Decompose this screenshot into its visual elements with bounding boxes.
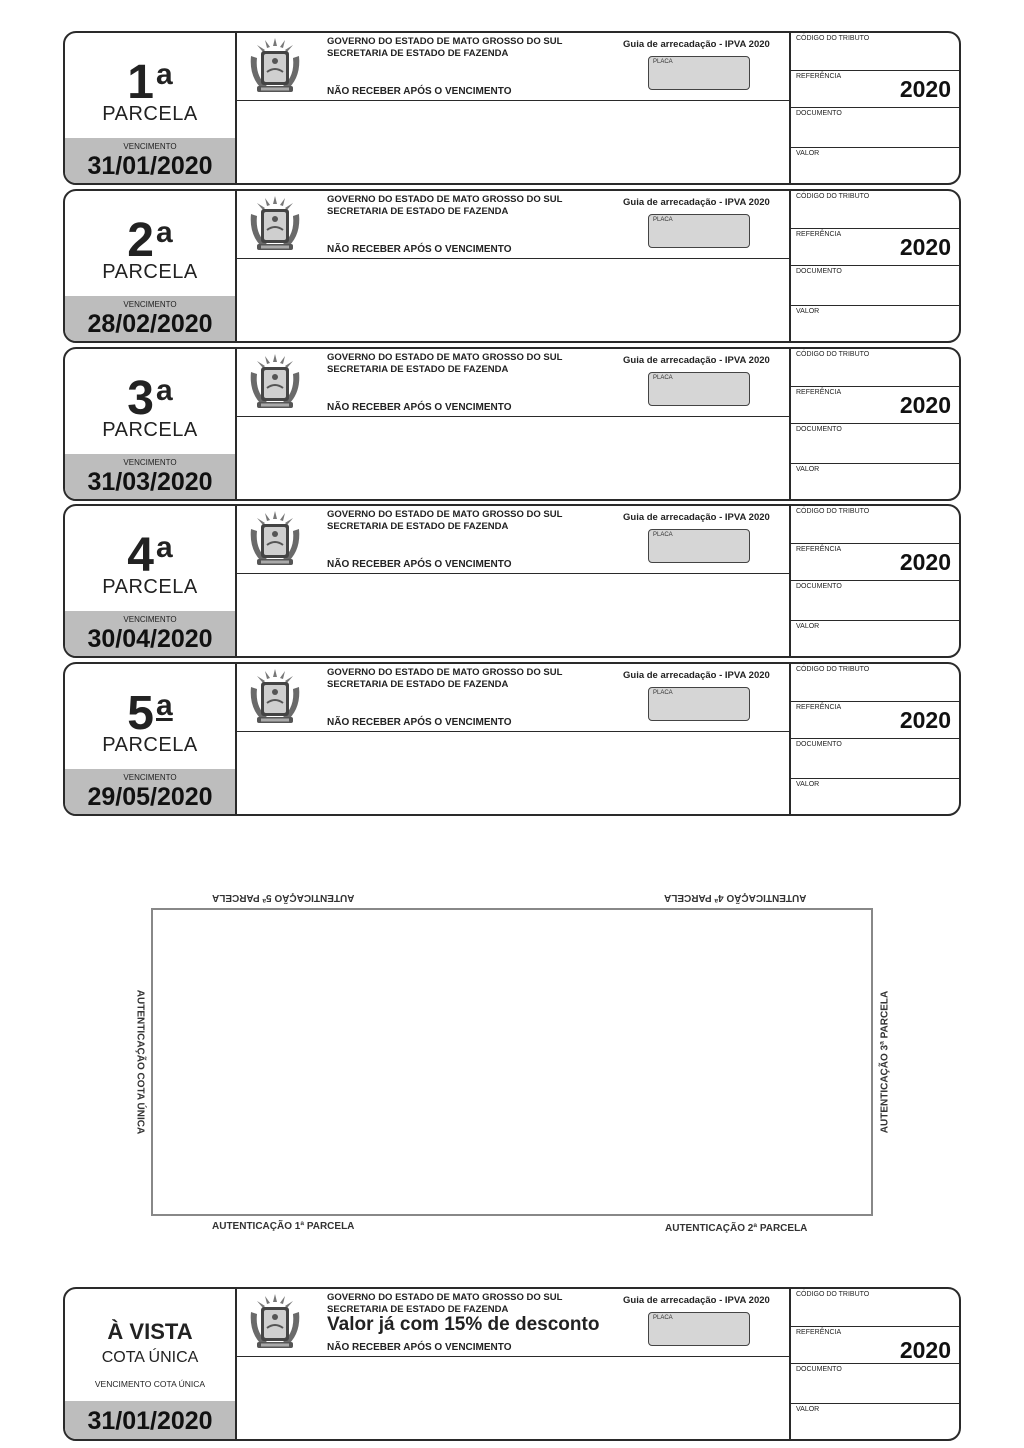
- documento-field: DOCUMENTO: [791, 739, 961, 779]
- gov-line2: SECRETARIA DE ESTADO DE FAZENDA: [327, 679, 509, 690]
- codigo-tributo-field: CÓDIGO DO TRIBUTO: [791, 349, 961, 387]
- nao-receber-text: NÃO RECEBER APÓS O VENCIMENTO: [327, 86, 512, 97]
- gov-line2: SECRETARIA DE ESTADO DE FAZENDA: [327, 1304, 509, 1315]
- gov-line1: GOVERNO DO ESTADO DE MATO GROSSO DO SUL: [327, 667, 563, 678]
- placa-label: PLACA: [653, 532, 673, 538]
- slip-left-panel: [65, 506, 237, 656]
- slip-parcela-4: [63, 504, 961, 658]
- codigo-tributo-field: CÓDIGO DO TRIBUTO: [791, 1289, 961, 1327]
- parcela-digit: 2: [127, 214, 154, 267]
- parcela-ordinal: a: [156, 216, 173, 249]
- slip-left-panel: [65, 664, 237, 814]
- referencia-field: REFERÊNCIA 2020: [791, 71, 961, 108]
- referencia-field: REFERÊNCIA 2020: [791, 1327, 961, 1364]
- guia-title: Guia de arrecadação - IPVA 2020: [623, 39, 770, 50]
- vencimento-cota-label: VENCIMENTO COTA ÚNICA: [94, 1379, 206, 1389]
- placa-field[interactable]: [648, 372, 750, 406]
- desconto-text: Valor já com 15% de desconto: [327, 1314, 600, 1335]
- vencimento-box: [65, 769, 235, 814]
- slip-left-panel: [65, 191, 237, 341]
- guia-title: Guia de arrecadação - IPVA 2020: [623, 1295, 770, 1306]
- parcela-ordinal: a: [156, 374, 173, 407]
- parcela-number: [65, 51, 235, 107]
- placa-label: PLACA: [653, 1315, 673, 1321]
- slip-cota-unica: [63, 1287, 961, 1441]
- vencimento-label: VENCIMENTO: [123, 773, 177, 782]
- placa-field[interactable]: [648, 1312, 750, 1346]
- vencimento-date: 28/02/2020: [87, 310, 213, 338]
- gov-line2: SECRETARIA DE ESTADO DE FAZENDA: [327, 364, 509, 375]
- state-crest-icon: [247, 194, 303, 254]
- placa-field[interactable]: [648, 529, 750, 563]
- vencimento-label: VENCIMENTO: [123, 300, 177, 309]
- referencia-value: 2020: [899, 76, 951, 102]
- codigo-tributo-field: CÓDIGO DO TRIBUTO: [791, 664, 961, 702]
- valor-field: VALOR: [796, 150, 820, 157]
- placa-field[interactable]: [648, 56, 750, 90]
- documento-field: DOCUMENTO: [791, 1364, 961, 1404]
- parcela-ordinal: a: [156, 689, 173, 722]
- slip-middle-panel: [237, 33, 791, 183]
- slip-parcela-2: [63, 189, 961, 343]
- vencimento-box: [65, 296, 235, 341]
- slip-right-panel: [791, 349, 961, 499]
- parcela-label: PARCELA: [102, 419, 198, 441]
- valor-field: VALOR: [796, 1406, 820, 1413]
- vencimento-box: [65, 1401, 235, 1439]
- vencimento-date: 31/01/2020: [87, 1407, 213, 1435]
- nao-receber-text: NÃO RECEBER APÓS O VENCIMENTO: [327, 244, 512, 255]
- parcela-number: [65, 209, 235, 265]
- vencimento-box: [65, 138, 235, 183]
- slip-left-panel: [65, 349, 237, 499]
- parcela-label: PARCELA: [102, 734, 198, 756]
- referencia-value: 2020: [899, 234, 951, 260]
- referencia-field: REFERÊNCIA 2020: [791, 229, 961, 266]
- gov-line1: GOVERNO DO ESTADO DE MATO GROSSO DO SUL: [327, 509, 563, 520]
- auth-label-4: AUTENTICAÇÃO 4ª PARCELA: [664, 892, 807, 903]
- slip-parcela-1: [63, 31, 961, 185]
- vencimento-label: VENCIMENTO: [123, 458, 177, 467]
- referencia-field: REFERÊNCIA 2020: [791, 387, 961, 424]
- a-vista-title: À VISTA: [107, 1319, 193, 1344]
- parcela-number: [65, 524, 235, 580]
- valor-field: VALOR: [796, 781, 820, 788]
- auth-label-5: AUTENTICAÇÃO 5ª PARCELA: [212, 892, 355, 903]
- documento-field: DOCUMENTO: [791, 424, 961, 464]
- vencimento-box: [65, 611, 235, 656]
- parcela-label: PARCELA: [102, 103, 198, 125]
- placa-label: PLACA: [653, 690, 673, 696]
- auth-label-3: AUTENTICAÇÃO 3ª PARCELA: [879, 990, 891, 1134]
- slip-middle-panel: [237, 664, 791, 814]
- slip-middle-panel: [237, 506, 791, 656]
- slip-parcela-3: [63, 347, 961, 501]
- auth-label-cota: AUTENTICAÇÃO COTA ÚNICA: [134, 989, 146, 1135]
- state-crest-icon: [247, 509, 303, 569]
- slip-middle-panel: [237, 349, 791, 499]
- state-crest-icon: [247, 352, 303, 412]
- placa-label: PLACA: [653, 59, 673, 65]
- gov-line1: GOVERNO DO ESTADO DE MATO GROSSO DO SUL: [327, 1292, 563, 1303]
- parcela-number: [65, 682, 235, 738]
- slip-right-panel: [791, 1289, 961, 1439]
- slip-middle-panel: [237, 1289, 791, 1439]
- parcela-label: PARCELA: [102, 261, 198, 283]
- slip-right-panel: [791, 33, 961, 183]
- auth-label-1: AUTENTICAÇÃO 1ª PARCELA: [212, 1221, 355, 1232]
- gov-line1: GOVERNO DO ESTADO DE MATO GROSSO DO SUL: [327, 36, 563, 47]
- gov-line1: GOVERNO DO ESTADO DE MATO GROSSO DO SUL: [327, 194, 563, 205]
- slip-right-panel: [791, 506, 961, 656]
- slip-left-panel: [65, 33, 237, 183]
- state-crest-icon: [247, 36, 303, 96]
- vencimento-date: 29/05/2020: [87, 783, 213, 811]
- codigo-tributo-field: CÓDIGO DO TRIBUTO: [791, 191, 961, 229]
- guia-title: Guia de arrecadação - IPVA 2020: [623, 670, 770, 681]
- authentication-box: [151, 908, 873, 1216]
- placa-field[interactable]: [648, 687, 750, 721]
- cota-unica-subtitle: COTA ÚNICA: [101, 1349, 199, 1366]
- vencimento-date: 31/03/2020: [87, 468, 213, 496]
- parcela-digit: 5: [127, 687, 154, 740]
- referencia-value: 2020: [899, 707, 951, 733]
- nao-receber-text: NÃO RECEBER APÓS O VENCIMENTO: [327, 402, 512, 413]
- vencimento-box: [65, 454, 235, 499]
- parcela-digit: 1: [127, 56, 154, 109]
- gov-line2: SECRETARIA DE ESTADO DE FAZENDA: [327, 206, 509, 217]
- parcela-number: [65, 367, 235, 423]
- slip-right-panel: [791, 664, 961, 814]
- state-crest-icon: [247, 1292, 303, 1352]
- documento-field: DOCUMENTO: [791, 581, 961, 621]
- guia-title: Guia de arrecadação - IPVA 2020: [623, 355, 770, 366]
- documento-field: DOCUMENTO: [791, 266, 961, 306]
- parcela-ordinal: a: [156, 58, 173, 91]
- guia-title: Guia de arrecadação - IPVA 2020: [623, 512, 770, 523]
- gov-line1: GOVERNO DO ESTADO DE MATO GROSSO DO SUL: [327, 352, 563, 363]
- slip-left-panel: [65, 1289, 237, 1439]
- nao-receber-text: NÃO RECEBER APÓS O VENCIMENTO: [327, 717, 512, 728]
- referencia-value: 2020: [899, 1337, 951, 1363]
- state-crest-icon: [247, 667, 303, 727]
- referencia-field: REFERÊNCIA 2020: [791, 544, 961, 581]
- parcela-label: PARCELA: [102, 576, 198, 598]
- gov-line2: SECRETARIA DE ESTADO DE FAZENDA: [327, 521, 509, 532]
- valor-field: VALOR: [796, 623, 820, 630]
- vencimento-label: VENCIMENTO: [123, 142, 177, 151]
- slip-parcela-5: [63, 662, 961, 816]
- parcela-digit: 3: [127, 372, 154, 425]
- referencia-value: 2020: [899, 549, 951, 575]
- placa-field[interactable]: [648, 214, 750, 248]
- referencia-value: 2020: [899, 392, 951, 418]
- valor-field: VALOR: [796, 308, 820, 315]
- slip-right-panel: [791, 191, 961, 341]
- parcela-ordinal: a: [156, 531, 173, 564]
- valor-field: VALOR: [796, 466, 820, 473]
- slip-middle-panel: [237, 191, 791, 341]
- codigo-tributo-field: CÓDIGO DO TRIBUTO: [791, 33, 961, 71]
- auth-label-2: AUTENTICAÇÃO 2ª PARCELA: [665, 1223, 808, 1234]
- documento-field: DOCUMENTO: [791, 108, 961, 148]
- vencimento-date: 30/04/2020: [87, 625, 213, 653]
- referencia-field: REFERÊNCIA 2020: [791, 702, 961, 739]
- nao-receber-text: NÃO RECEBER APÓS O VENCIMENTO: [327, 1342, 512, 1353]
- placa-label: PLACA: [653, 217, 673, 223]
- vencimento-date: 31/01/2020: [87, 152, 213, 180]
- codigo-tributo-field: CÓDIGO DO TRIBUTO: [791, 506, 961, 544]
- parcela-digit: 4: [127, 529, 154, 582]
- vencimento-label: VENCIMENTO: [123, 615, 177, 624]
- placa-label: PLACA: [653, 375, 673, 381]
- guia-title: Guia de arrecadação - IPVA 2020: [623, 197, 770, 208]
- nao-receber-text: NÃO RECEBER APÓS O VENCIMENTO: [327, 559, 512, 570]
- gov-line2: SECRETARIA DE ESTADO DE FAZENDA: [327, 48, 509, 59]
